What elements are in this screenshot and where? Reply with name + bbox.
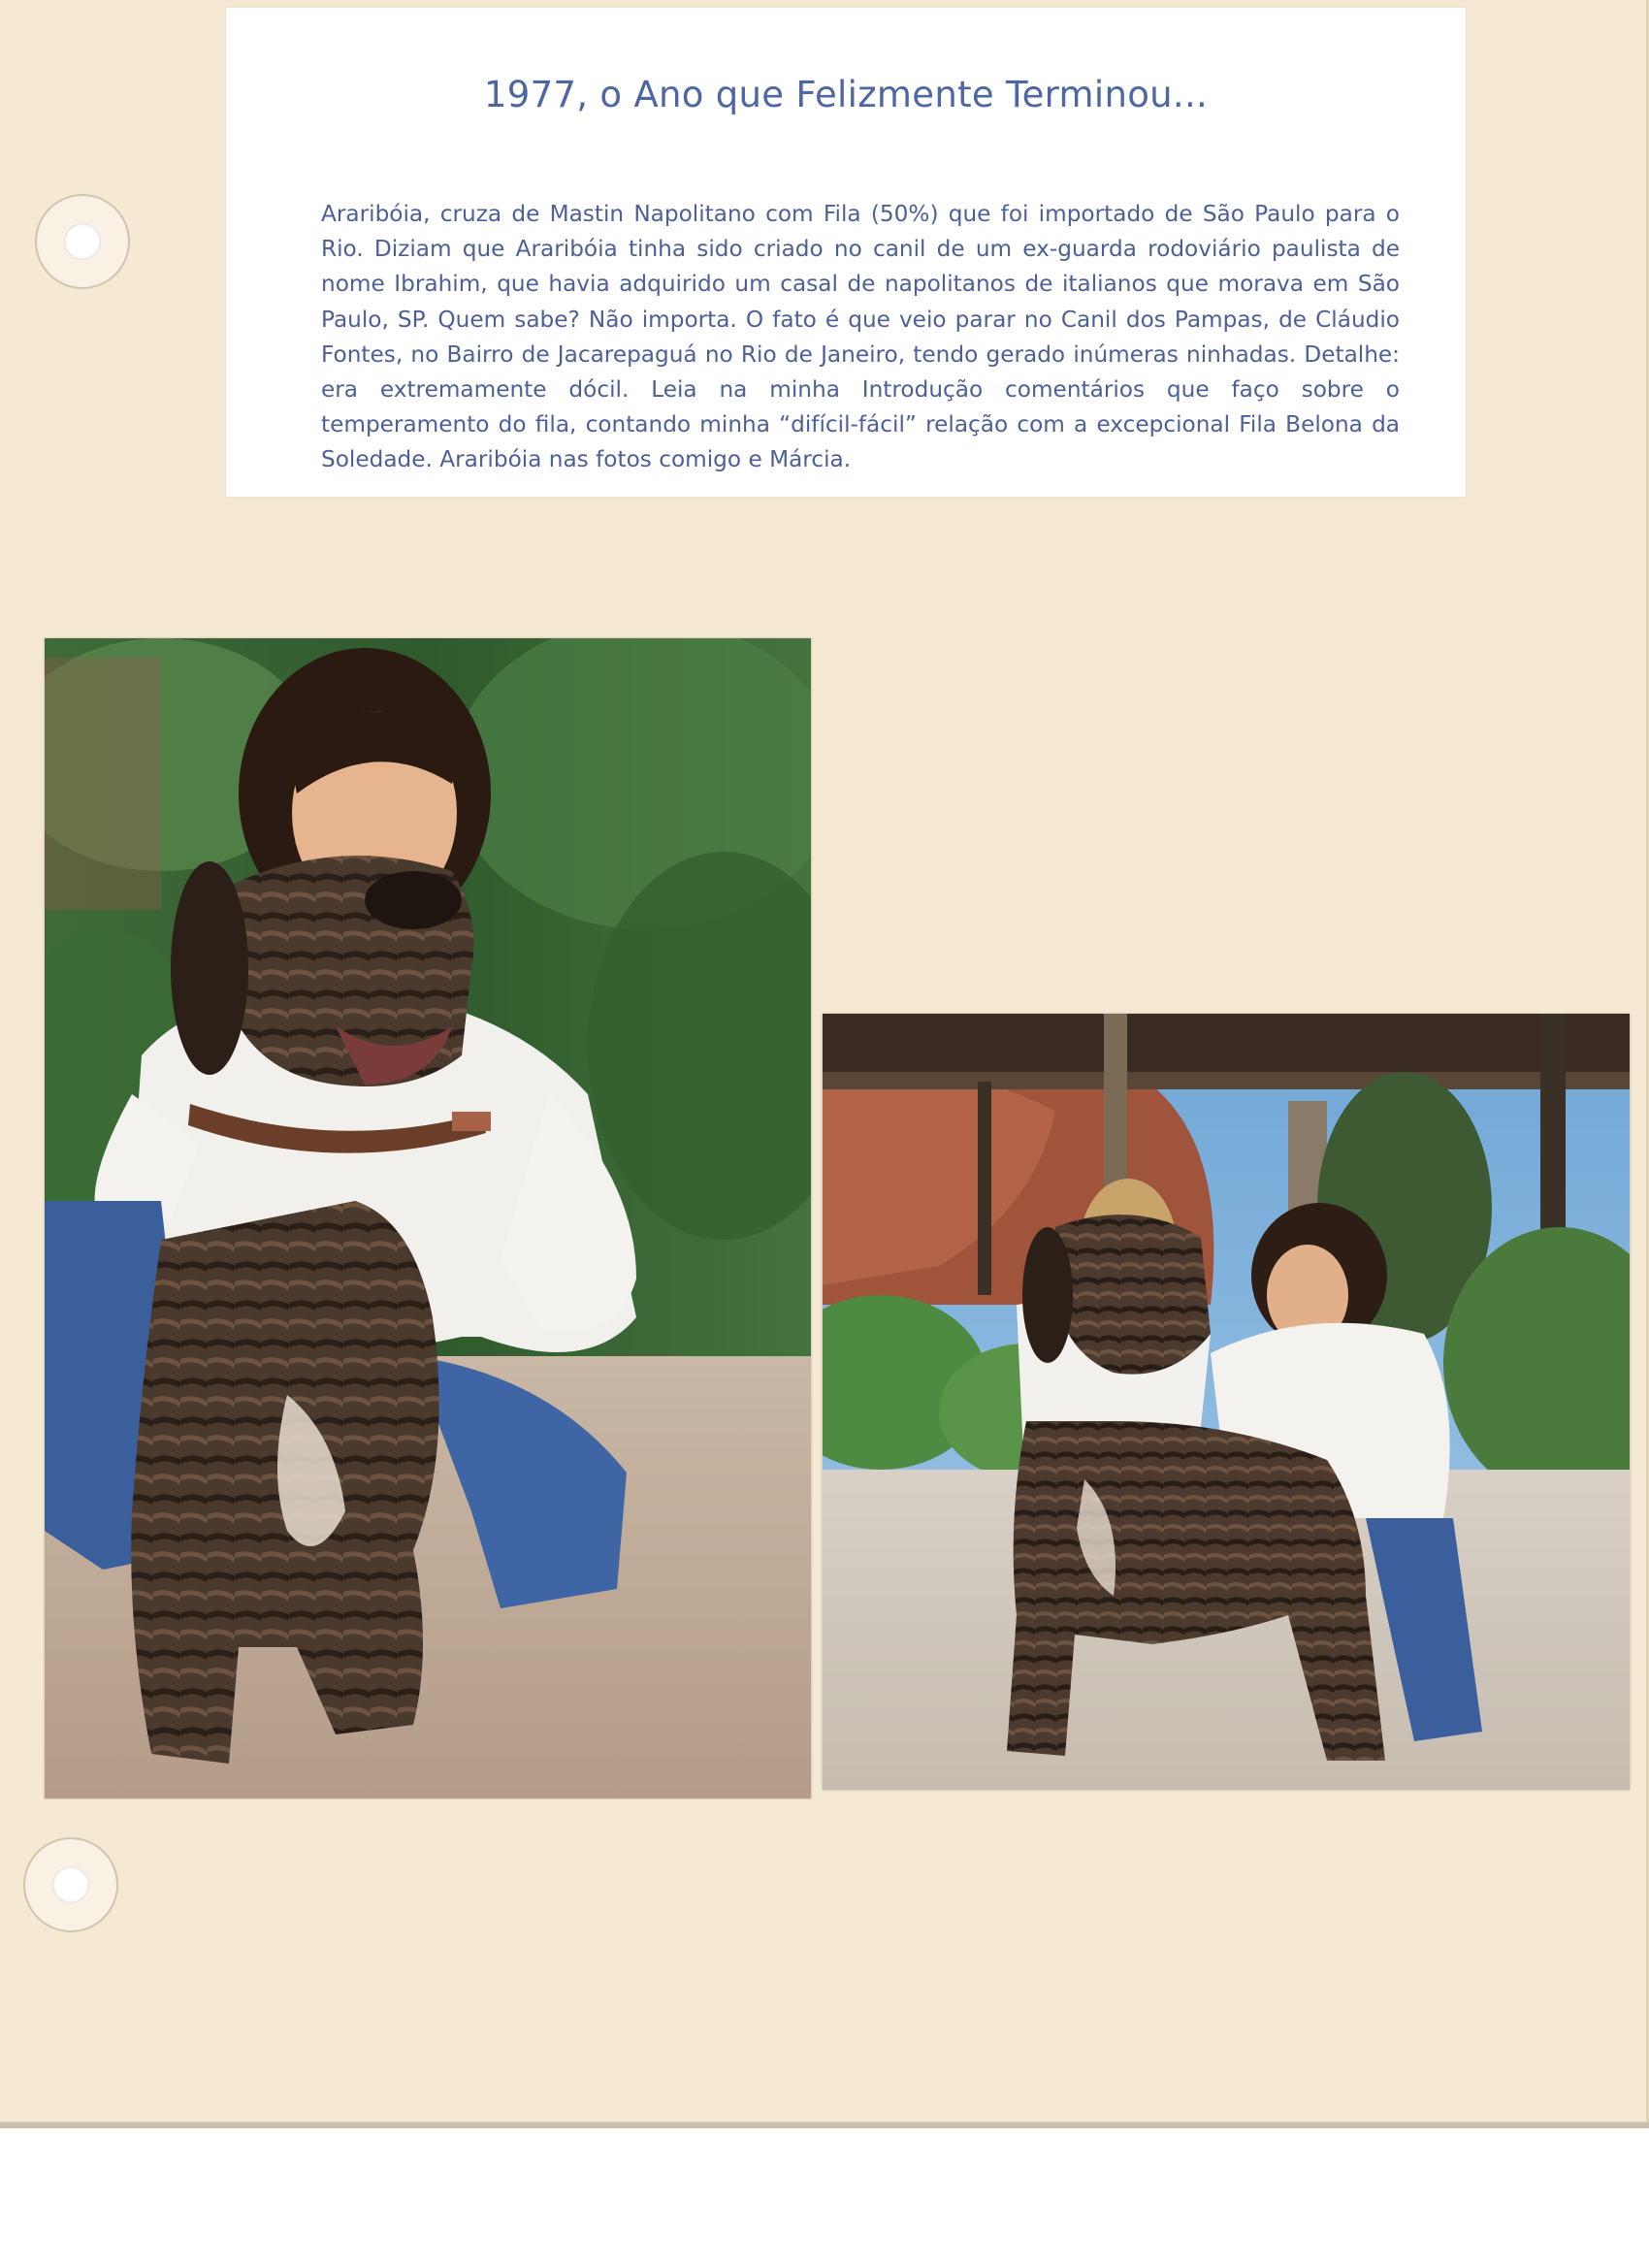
- photo-man-with-dog: [45, 638, 811, 1798]
- caption-paragraph: Araribóia, cruza de Mastin Napolitano com Fila (50%) que foi importado de São Paulo para o Rio. Diziam que Araribóia tinha sido criado no canil de um ex-guarda rodoviário paulista de nome Ibrahim, que havia adquirido um casal de napolitanos de italianos que morava em São Paulo, SP. Quem sabe? Não importa. O fato é que veio parar no Canil dos Pampas, de Cláudio Fontes, no Bairro de Jacarepaguá no Rio de Janeiro, tendo gerado inúmeras ninhadas. Detalhe: era extremamente dócil. Leia na minha Introdução comentários que faço sobre o temperamento do fila, contando minha “difícil-fácil” relação com a excepcional Fila Belona da Soledade. Araribóia nas fotos comigo e Márcia.: [321, 201, 1400, 473]
- binder-hole-top: [35, 194, 130, 289]
- scan-margin: [0, 2128, 1649, 2268]
- photo-couple-with-dog: [823, 1014, 1630, 1790]
- caption-card: [226, 8, 1466, 497]
- binder-hole-bottom: [23, 1837, 118, 1932]
- page-title: 1977, o Ano que Felizmente Terminou...: [483, 74, 1209, 115]
